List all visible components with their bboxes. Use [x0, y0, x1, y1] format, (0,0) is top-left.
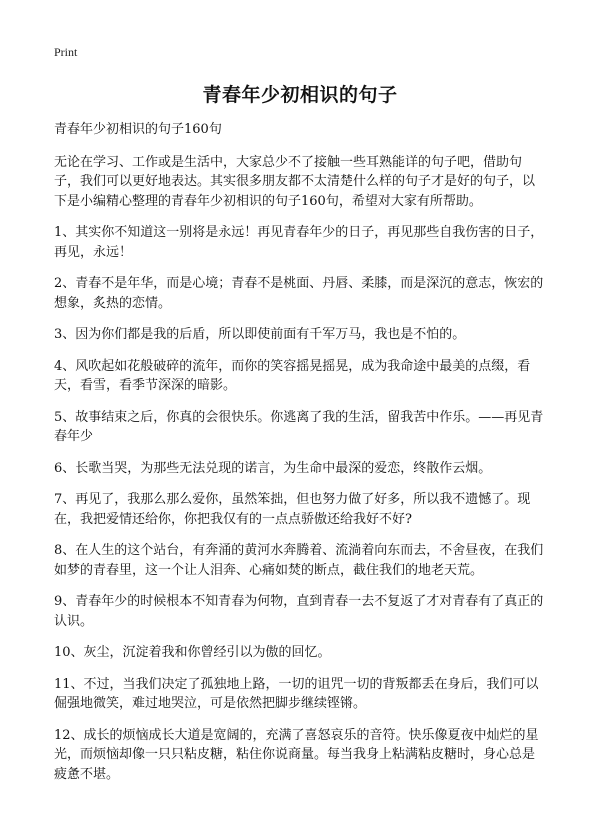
- paragraph-10: 10、灰尘，沉淀着我和你曾经引以为傲的回忆。: [54, 645, 331, 660]
- paragraph-3: 3、因为你们都是我的后盾，所以即使前面有千军万马，我也是不怕的。: [54, 327, 466, 342]
- paragraph-2: 2、青春不是年华，而是心境；青春不是桃面、丹唇、柔膝，而是深沉的意志，恢宏的想象，炙热的恋情。: [54, 276, 544, 311]
- paragraph-5: 5、故事结束之后，你真的会很快乐。你逃离了我的生活，留我苦中作乐。——再见青春年少: [54, 409, 544, 444]
- print-label: Print: [54, 45, 78, 59]
- page-title: 青春年少初相识的句子: [202, 84, 398, 106]
- paragraph-1: 1、其实你不知道这一别将是永远！再见青春年少的日子，再见那些自我伤害的日子，再见，永远！: [54, 225, 544, 260]
- paragraph-12: 12、成长的烦恼成长大道是宽阔的，充满了喜怒哀乐的音符。快乐像夏夜中灿烂的星光，而烦恼却像一只只粘皮糖，粘住你说商量。每当我身上粘满粘皮糖时，身心总是疲惫不堪。: [54, 727, 539, 782]
- paragraph-9: 9、青春年少的时候根本不知青春为何物，直到青春一去不复返了才对青春有了真正的认识。: [54, 594, 544, 629]
- document-body: [54, 120, 544, 796]
- paragraph-11: 11、不过，当我们决定了孤独地上路，一切的诅咒一切的背叛都丢在身后，我们可以倔强地微笑，难过地哭泣，可是依然把脚步继续铿锵。: [54, 676, 539, 711]
- paragraph-6: 6、长歌当哭，为那些无法兑现的诺言，为生命中最深的爱恋，终散作云烟。: [54, 460, 492, 476]
- paragraph-7: 7、再见了，我那么那么爱你，虽然笨拙，但也努力做了好多，所以我不遗憾了。现在，我把爱情还给你，你把我仅有的一点点骄傲还给我好不好?: [54, 492, 531, 527]
- paragraph-8: 8、在人生的这个站台，有奔涌的黄河水奔腾着、流淌着向东而去，不舍昼夜，在我们如梦的青春里，这一个让人泪奔、心痛如焚的断点，截住我们的地老天荒。: [54, 543, 544, 578]
- paragraph-4: 4、风吹起如花般破碎的流年，而你的笑容摇晃摇晃，成为我命途中最美的点缀，看天，看雪，看季节深深的暗影。: [54, 358, 531, 393]
- document-subtitle: 青春年少初相识的句子160句: [54, 122, 222, 137]
- intro-paragraph: 无论在学习、工作或是生活中，大家总少不了接触一些耳熟能详的句子吧，借助句子，我们可以更好地表达。其实很多朋友都不太清楚什么样的句子才是好的句子，以下是小编精心整理的青春年少初相识的句子160句，希望对大家有所帮助。: [54, 154, 536, 209]
